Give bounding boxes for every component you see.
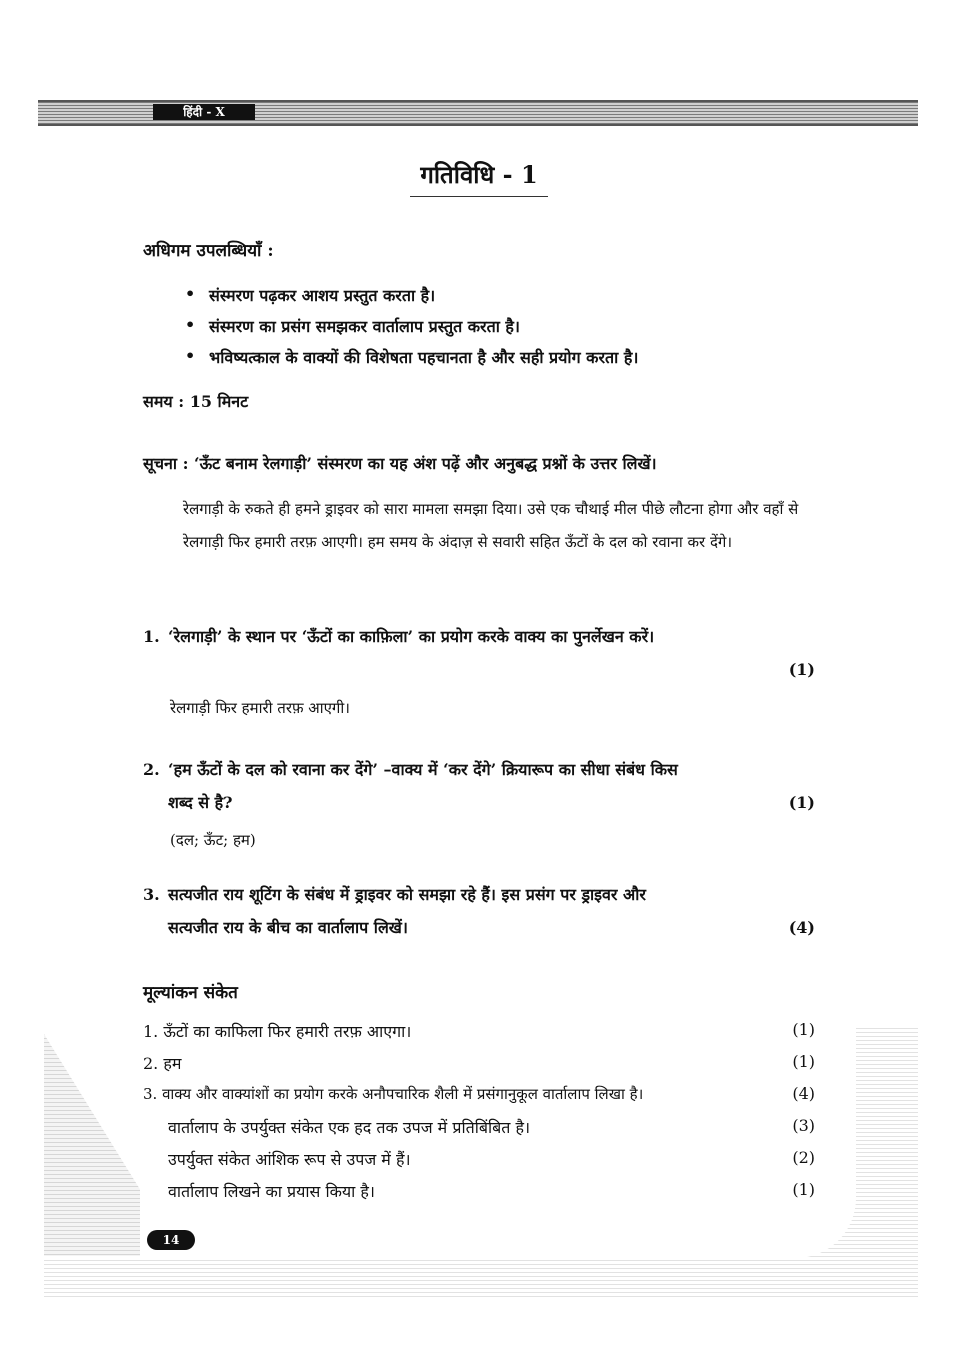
evaluation-row <box>143 1020 815 1052</box>
title-underline <box>410 196 548 197</box>
evaluation-marks: (3) <box>792 1116 815 1135</box>
evaluation-row <box>143 1052 815 1084</box>
subject-tag: हिंदी - X <box>153 104 255 120</box>
evaluation-marks: (1) <box>792 1180 815 1199</box>
evaluation-marks: (1) <box>792 1020 815 1039</box>
evaluation-text: वार्तालाप के उपर्युक्त संकेत एक हद तक उपज में प्रतिबिंबित है। <box>168 1118 531 1137</box>
evaluation-row <box>143 1148 815 1180</box>
evaluation-text: उपर्युक्त संकेत आंशिक रूप से उपज में हैं। <box>168 1150 411 1169</box>
outcome-item: • भविष्यत्काल के वाक्यों की विशेषता पहचानता है और सही प्रयोग करता है। <box>185 346 638 377</box>
question-number: 1. <box>143 627 160 646</box>
evaluation-row <box>143 1116 815 1148</box>
question-1 <box>143 620 815 686</box>
outcomes-heading: अधिगम उपलब्धियाँ : <box>143 241 274 261</box>
page-title: गतिविधि - 1 <box>420 160 538 189</box>
evaluation-text: 2. हम <box>143 1054 182 1073</box>
evaluation-text: 1. ऊँटों का काफिला फिर हमारी तरफ़ आएगा। <box>143 1022 412 1041</box>
evaluation-row <box>143 1084 815 1116</box>
question-text: सत्यजीत राय शूटिंग के संबंध में ड्राइवर को समझा रहे हैं। इस प्रसंग पर ड्राइवर और <box>168 885 646 904</box>
question-number: 2. <box>143 760 160 779</box>
page-number: 14 <box>147 1230 195 1250</box>
outcomes-list <box>185 284 638 377</box>
evaluation-text: 3. वाक्य और वाक्यांशों का प्रयोग करके अनौपचारिक शैली में प्रसंगानुकूल वार्तालाप लिखा है। <box>143 1085 644 1103</box>
question-number: 3. <box>143 885 160 904</box>
evaluation-marks: (2) <box>792 1148 815 1167</box>
question-text-cont: सत्यजीत राय के बीच का वार्तालाप लिखें। <box>168 918 408 937</box>
outcome-item: • संस्मरण पढ़कर आशय प्रस्तुत करता है। <box>185 284 638 315</box>
evaluation-marks: (4) <box>792 1084 815 1103</box>
question-marks: (1) <box>788 793 815 812</box>
evaluation-row <box>143 1180 815 1212</box>
time-label: समय : 15 मिनट <box>143 392 249 411</box>
evaluation-heading: मूल्यांकन संकेत <box>143 983 238 1003</box>
question-text: ‘रेलगाड़ी’ के स्थान पर ‘ऊँटों का काफ़िला’ का प्रयोग करके वाक्य का पुनर्लेखन करें। <box>168 627 655 646</box>
question-marks: (4) <box>788 918 815 937</box>
passage: रेलगाड़ी के रुकते ही हमने ड्राइवर को सारा मामला समझा दिया। उसे एक चौथाई मील पीछे लौटना होगा और वहाँ से रेलगाड़ी फिर हमारी तरफ़ आएगी। हम समय के अंदाज़ से सवारी सहित ऊँटों के दल को रवाना कर देंगे। <box>183 500 799 551</box>
question-text: ‘हम ऊँटों के दल को रवाना कर देंगे’ –वाक्य में ‘कर देंगे’ क्रियारूप का सीधा संबंध किस <box>168 760 678 779</box>
question-text-cont: शब्द से है? <box>168 793 233 812</box>
question-2 <box>143 753 815 819</box>
notice: सूचना : ‘ऊँट बनाम रेलगाड़ी’ संस्मरण का यह अंश पढ़ें और अनुबद्ध प्रश्नों के उत्तर लिखें। <box>143 454 657 473</box>
outcome-item: • संस्मरण का प्रसंग समझकर वार्तालाप प्रस्तुत करता है। <box>185 315 638 346</box>
question-marks: (1) <box>788 660 815 679</box>
evaluation-list <box>143 1020 815 1212</box>
evaluation-text: वार्तालाप लिखने का प्रयास किया है। <box>168 1182 375 1201</box>
question-2-options: (दल; ऊँट; हम) <box>170 831 256 849</box>
evaluation-marks: (1) <box>792 1052 815 1071</box>
question-1-sentence: रेलगाड़ी फिर हमारी तरफ़ आएगी। <box>170 699 350 717</box>
question-3 <box>143 878 815 944</box>
